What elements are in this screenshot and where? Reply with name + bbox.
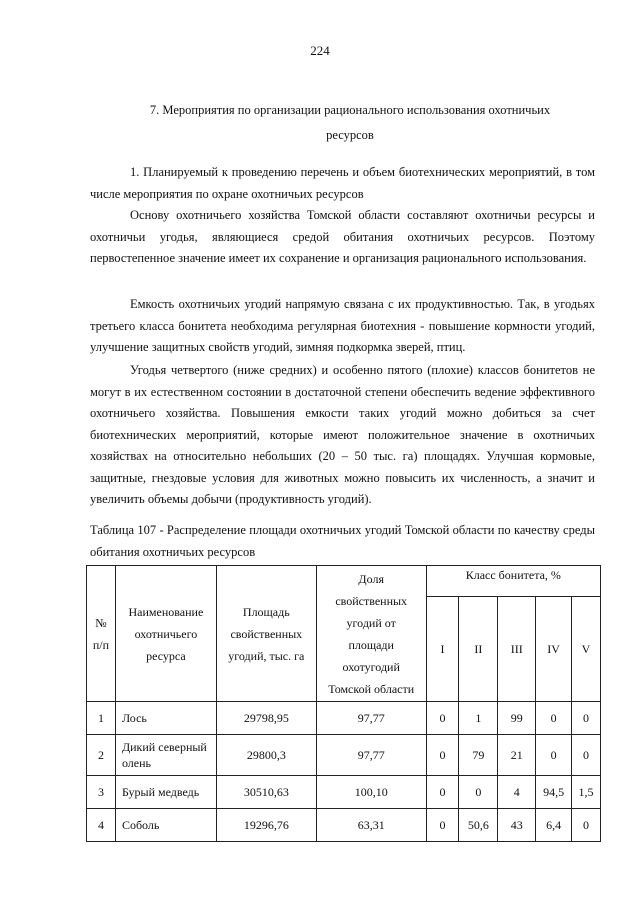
row-class-i: 0 [426, 702, 459, 735]
row-class-iv: 94,5 [536, 776, 572, 809]
row-class-iv: 0 [536, 702, 572, 735]
table-row [87, 735, 601, 776]
table-caption: Таблица 107 - Распределение площади охотничьих угодий Томской области по качеству среды обитания охотничьих ресурсов [90, 523, 595, 559]
section-title-line2: ресурсов [326, 128, 374, 142]
row-name: Дикий северный олень [115, 735, 216, 776]
row-class-ii: 50,6 [459, 809, 498, 842]
header-name: Наименование охотничьего ресурса [115, 566, 216, 702]
row-class-iii: 21 [498, 735, 536, 776]
table-row [87, 702, 601, 735]
header-class-i: I [426, 597, 459, 702]
row-class-v: 0 [572, 809, 601, 842]
row-class-iv: 6,4 [536, 809, 572, 842]
row-name: Бурый медведь [115, 776, 216, 809]
row-class-ii: 0 [459, 776, 498, 809]
row-class-iii: 99 [498, 702, 536, 735]
row-class-v: 0 [572, 735, 601, 776]
row-class-v: 1,5 [572, 776, 601, 809]
row-num: 1 [87, 702, 116, 735]
row-share: 100,10 [316, 776, 426, 809]
row-class-iii: 43 [498, 809, 536, 842]
row-area: 29800,3 [216, 735, 316, 776]
row-class-i: 0 [426, 776, 459, 809]
header-class-v: V [572, 597, 601, 702]
row-class-v: 0 [572, 702, 601, 735]
header-class-ii: II [459, 597, 498, 702]
row-num: 4 [87, 809, 116, 842]
header-class-group: Класс бонитета, % [426, 566, 600, 597]
paragraph-lands: Угодья четвертого (ниже средних) и особенно пятого (плохие) классов бонитетов не могут в их естественном состоянии в достаточной степени обеспечить ведение эффективного охотничьего хозяйства. Повышения емкости таких угодий можно добиться за счет биотехнических мероприятий, которые имеют положительное значение в охотничьих хозяйствах на относительно небольших (20 – 50 тыс. га) площадях. Улучшая кормовые, защитные, гнездовые условия для животных можно повысить их численность, а значит и увеличить объемы добычи (продуктивность угодий). [90, 363, 595, 506]
row-share: 63,31 [316, 809, 426, 842]
row-area: 19296,76 [216, 809, 316, 842]
section-heading [140, 98, 560, 148]
row-class-iv: 0 [536, 735, 572, 776]
section-title-line1: 7. Мероприятия по организации рационального использования охотничьих [149, 103, 551, 117]
page-number: 224 [310, 43, 330, 58]
row-class-ii: 1 [459, 702, 498, 735]
row-class-i: 0 [426, 809, 459, 842]
header-class-iv: IV [536, 597, 572, 702]
row-share: 97,77 [316, 735, 426, 776]
row-area: 30510,63 [216, 776, 316, 809]
row-class-ii: 79 [459, 735, 498, 776]
row-num: 3 [87, 776, 116, 809]
header-class-iii: III [498, 597, 536, 702]
header-area: Площадь свойственных угодий, тыс. га [216, 566, 316, 702]
bonitet-table [86, 565, 601, 842]
table-row [87, 776, 601, 809]
paragraph-basis: Основу охотничьего хозяйства Томской области составляют охотничьи ресурсы и охотничьи угодья, являющиеся средой обитания охотничьих ресурсов. Поэтому первостепенное значение имеет их сохранение и организация рационального использования. [90, 208, 595, 265]
row-class-i: 0 [426, 735, 459, 776]
paragraph-capacity: Емкость охотничьих угодий напрямую связана с их продуктивностью. Так, в угодьях третьего класса бонитета необходима регулярная биотехния - повышение кормности угодий, улучшение защитных свойств угодий, зимняя подкормка зверей, птиц. [90, 297, 595, 354]
table-header-row [87, 566, 601, 597]
row-class-iii: 4 [498, 776, 536, 809]
table-row [87, 809, 601, 842]
row-name: Лось [115, 702, 216, 735]
paragraph-subheading: 1. Планируемый к проведению перечень и объем биотехнических мероприятий, в том числе мероприятия по охране охотничьих ресурсов [90, 165, 595, 201]
header-num: № п/п [87, 566, 116, 702]
header-share: Доля свойственных угодий от площади охотугодий Томской области [316, 566, 426, 702]
row-share: 97,77 [316, 702, 426, 735]
row-area: 29798,95 [216, 702, 316, 735]
row-num: 2 [87, 735, 116, 776]
row-name: Соболь [115, 809, 216, 842]
